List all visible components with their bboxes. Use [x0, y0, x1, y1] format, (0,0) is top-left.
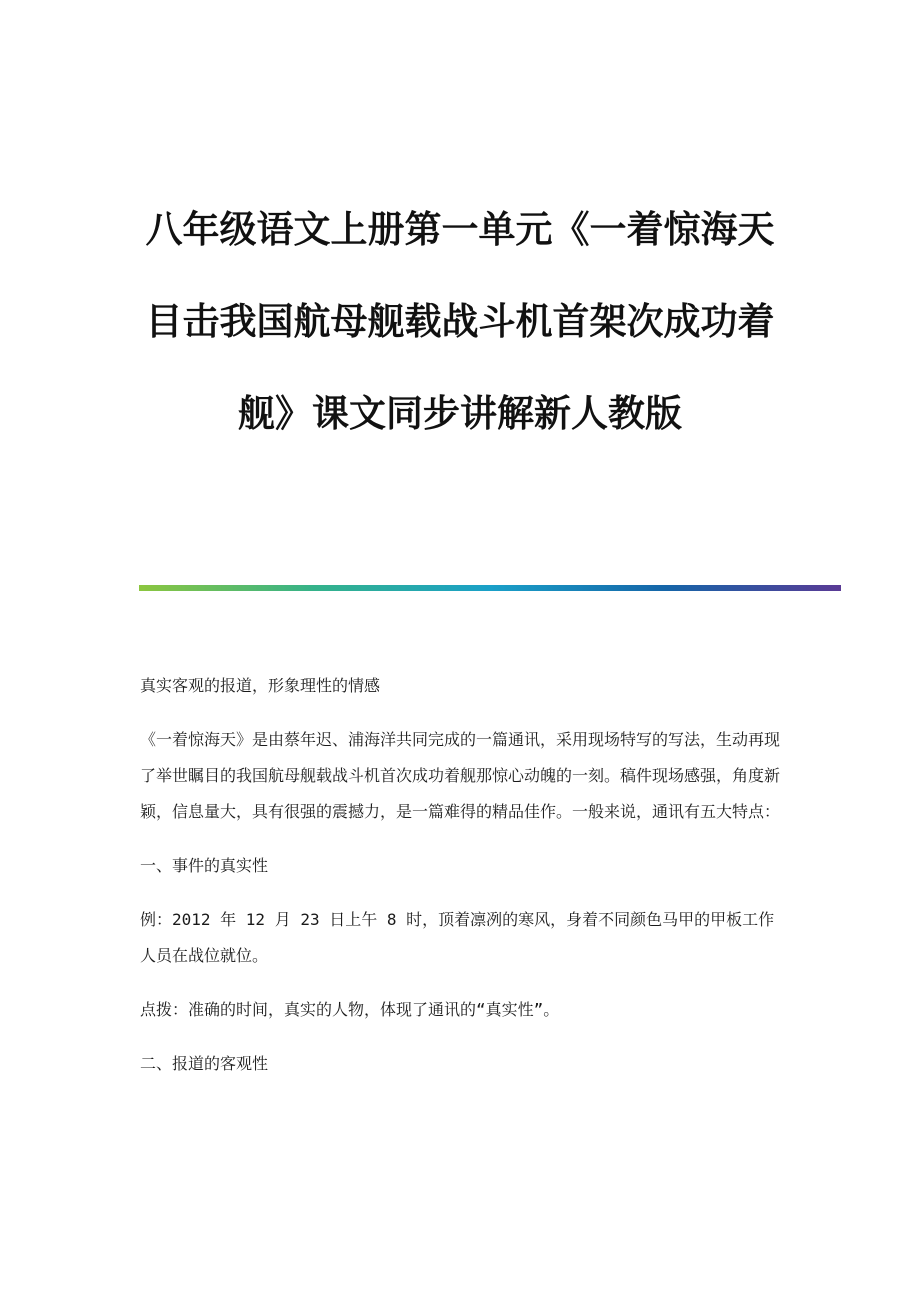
section-heading-1: 一、事件的真实性: [140, 856, 269, 875]
document-title: [100, 183, 820, 459]
paragraph-example: 例：2012 年 12 月 23 日上午 8 时，顶着凛冽的寒风，身着不同颜色马甲的甲板工作人员在战位就位。: [140, 910, 775, 965]
title-line-3: 舰》课文同步讲解新人教版: [238, 391, 682, 435]
section-heading-2: 二、报道的客观性: [140, 1054, 269, 1073]
paragraph-note: 点拨：准确的时间，真实的人物，体现了通讯的“真实性”。: [140, 1000, 560, 1019]
paragraph-introduction: 《一着惊海天》是由蔡年迟、浦海洋共同完成的一篇通讯，采用现场特写的写法，生动再现了举世瞩目的我国航母舰载战斗机首次成功着舰那惊心动魄的一刻。稿件现场感强，角度新颖，信息量大，具有很强的震撼力，是一篇难得的精品佳作。一般来说，通讯有五大特点：: [140, 730, 781, 821]
title-line-2: 目击我国航母舰载战斗机首架次成功着: [145, 299, 775, 343]
section-heading-intro: 真实客观的报道，形象理性的情感: [140, 676, 381, 695]
gradient-divider: [139, 585, 841, 591]
document-body: [140, 668, 780, 1100]
title-line-1: 八年级语文上册第一单元《一着惊海天: [145, 207, 775, 251]
